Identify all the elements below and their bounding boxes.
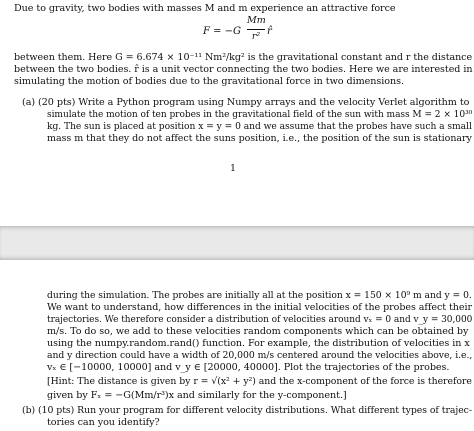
part-a-line: simulate the motion of ten probes in the gravitational field of the sun with mass M = 2 × 10³⁰	[47, 109, 473, 120]
part-a-line: trajectories. We therefore consider a distribution of velocities around vₓ = 0 and v_y = 30,000	[47, 314, 473, 325]
intro-text: Due to gravity, two bodies with masses M and m experience an attractive force	[14, 3, 396, 14]
part-a-line: m/s. To do so, we add to these velocities random components which can be obtained by	[47, 326, 469, 337]
part-a-line: using the numpy.random.rand() function. For example, the distribution of velocities in x	[47, 338, 470, 349]
formula-fraction-bar	[247, 29, 265, 30]
part-a-line: kg. The sun is placed at position x = y = 0 and we assume that the probes have such a small	[47, 121, 472, 132]
paragraph-line: between the two bodies. r̂ is a unit vector connecting the two bodies. Here we are interested in	[14, 64, 473, 75]
formula-lhs: F = −G	[203, 26, 242, 37]
page-separator	[0, 226, 474, 260]
document-page-2	[0, 260, 474, 431]
part-a-line: vₓ ∈ [−10000, 10000] and v_y ∈ [20000, 40000]. Plot the trajectories of the probes.	[47, 362, 450, 373]
paragraph-line: simulating the motion of bodies due to the gravitational force in two dimensions.	[14, 76, 405, 87]
part-a-line: We want to understand, how differences in the initial velocities of the probes affect their	[47, 302, 472, 313]
part-b-line: (b) (10 pts) Run your program for different velocity distributions. What different types of trajec-	[22, 405, 472, 416]
part-a-line: during the simulation. The probes are initially all at the position x = 150 × 10⁹ m and y = 0.	[47, 290, 472, 301]
page-number: 1	[230, 163, 237, 174]
paragraph-line: between them. Here G = 6.674 × 10⁻¹¹ Nm²/kg² is the gravitational constant and r the distance	[14, 52, 473, 63]
hint-line: given by Fₓ = −G(Mm/r³)x and similarly for the y-component.]	[47, 390, 347, 401]
hint-line: [Hint: The distance is given by r = √(x² + y²) and the x-component of the force is therefore	[47, 376, 472, 387]
part-a-line: and y direction could have a width of 20,000 m/s centered around the velocities above, i.e.,	[47, 350, 473, 361]
formula-denominator: r²	[251, 31, 261, 42]
part-a-line: (a) (20 pts) Write a Python program using Numpy arrays and the velocity Verlet algorithm to	[22, 97, 470, 108]
part-a-line: mass m that they do not affect the suns position, i.e., the position of the sun is stationary	[47, 133, 472, 144]
part-b-line: tories can you identify?	[47, 417, 160, 428]
formula-numerator: Mm	[247, 15, 266, 26]
formula-rhs: r̂	[267, 26, 272, 37]
